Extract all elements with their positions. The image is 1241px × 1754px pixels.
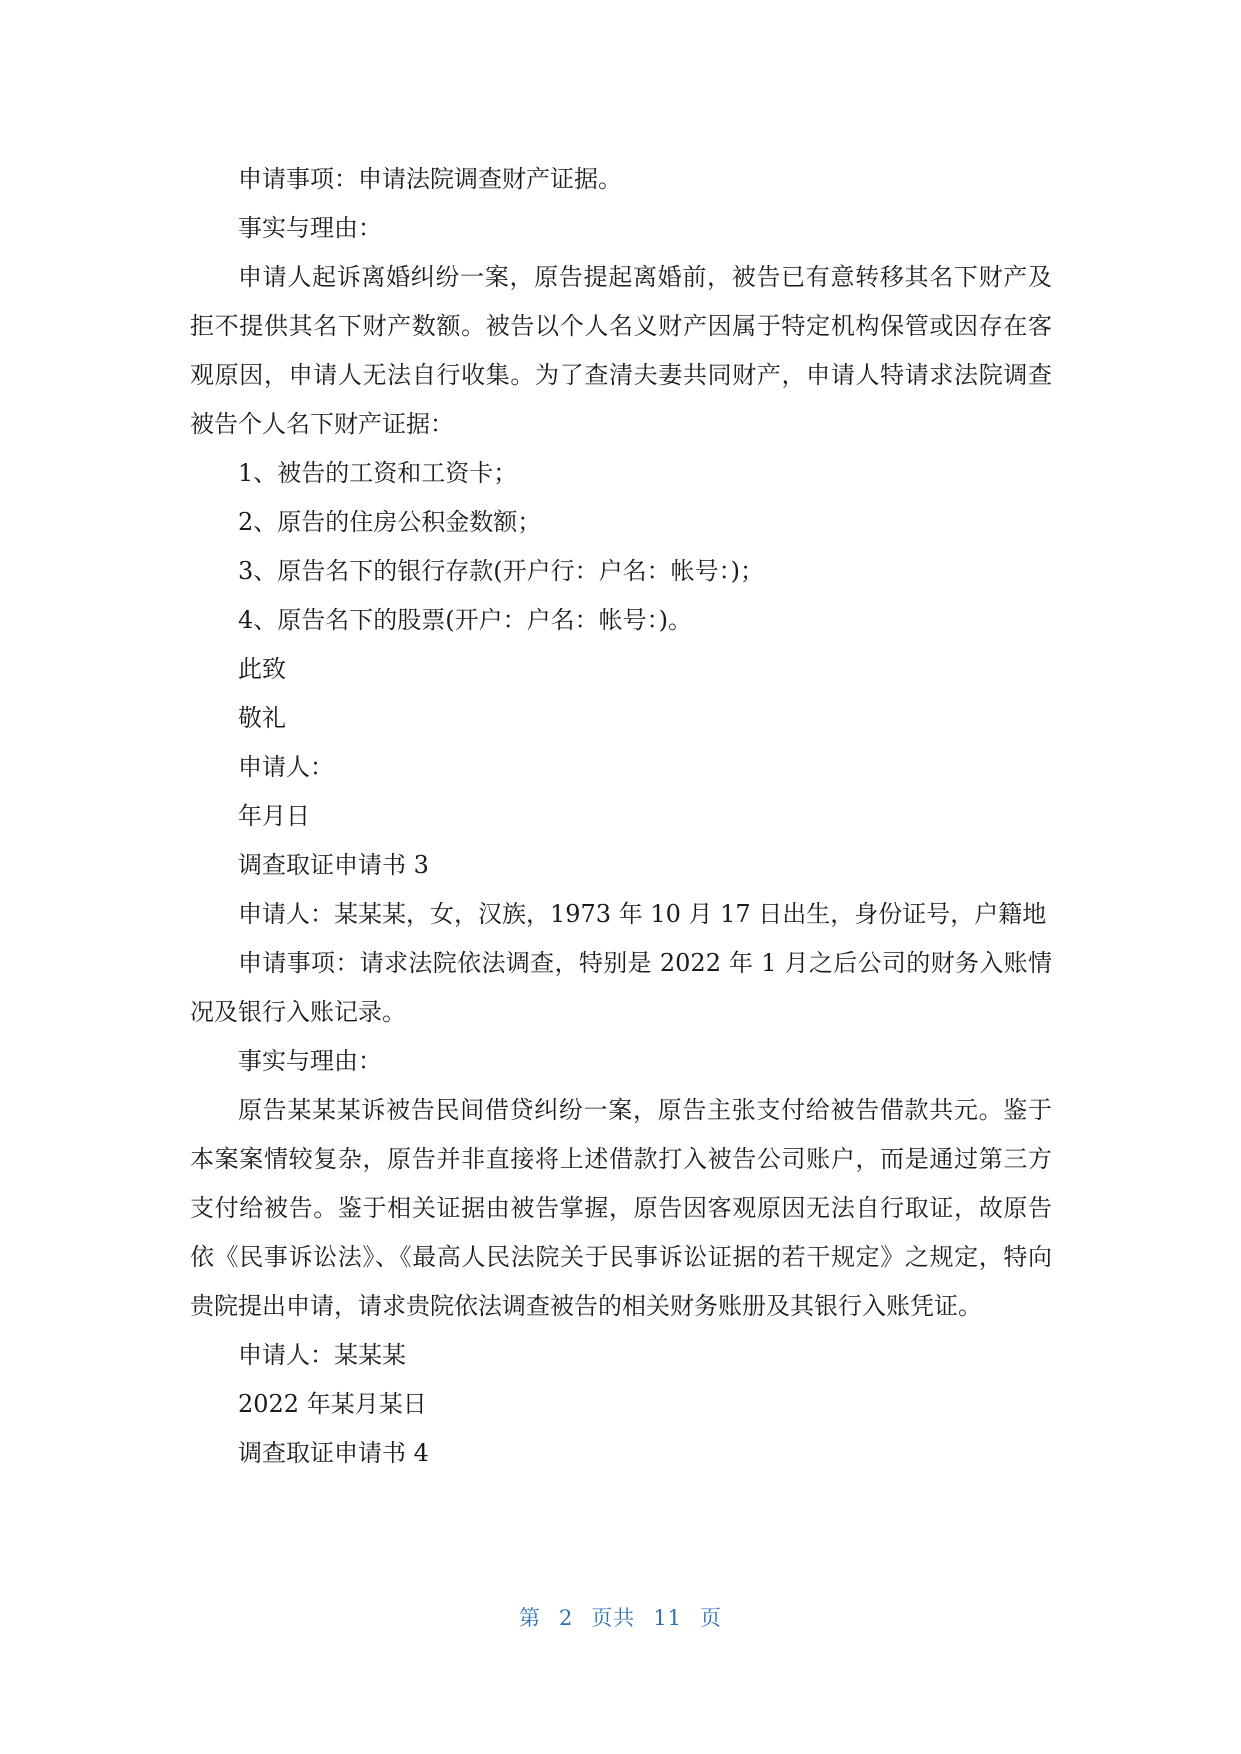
- footer-current-page: 2: [558, 1606, 574, 1630]
- footer-ye: 页: [700, 1606, 723, 1630]
- applicant-signature-2: 申请人：某某某: [238, 1341, 406, 1369]
- section-title-4: 调查取证申请书 4: [238, 1439, 429, 1467]
- paragraph-application-matter-2: 申请事项：请求法院依法调查，特别是 2022 年 1 月之后公司的财务入账情况及银行入账记录。: [190, 949, 1052, 1026]
- paragraph-facts-body: 申请人起诉离婚纠纷一案，原告提起离婚前，被告已有意转移其名下财产及拒不提供其名下财产数额。被告以个人名义财产因属于特定机构保管或因存在客观原因，申请人无法自行收集。为了查清夫妻共同财产，申请人特请求法院调查被告个人名下财产证据：: [190, 263, 1052, 438]
- document-body: [190, 155, 1052, 1478]
- list-item-wage: 1、被告的工资和工资卡；: [238, 459, 518, 487]
- signature-date: 年月日: [238, 802, 310, 830]
- footer-ye-gong: 页共: [591, 1606, 636, 1630]
- list-item-housing-fund: 2、原告的住房公积金数额；: [238, 508, 542, 536]
- paragraph-facts-body-2: 原告某某某诉被告民间借贷纠纷一案，原告主张支付给被告借款共元。鉴于本案案情较复杂，原告并非直接将上述借款打入被告公司账户，而是通过第三方支付给被告。鉴于相关证据由被告掌握，原告因客观原因无法自行取证，故原告依《民事诉讼法》、《最高人民法院关于民事诉讼证据的若干规定》之规定，特向贵院提出申请，请求贵院依法调查被告的相关财务账册及其银行入账凭证。: [190, 1096, 1052, 1320]
- closing-jing-li: 敬礼: [238, 704, 286, 732]
- applicant-signature: 申请人：: [238, 753, 334, 781]
- paragraph-facts-heading: 事实与理由：: [238, 214, 382, 242]
- list-item-stocks: 4、原告名下的股票(开户：户名：帐号：)。: [238, 606, 692, 634]
- list-item-bank-deposit: 3、原告名下的银行存款(开户行：户名：帐号：)；: [238, 557, 764, 585]
- closing-ci-zhi: 此致: [238, 655, 286, 683]
- page-footer: [0, 1602, 1241, 1632]
- paragraph-application-matter: 申请事项：申请法院调查财产证据。: [238, 165, 622, 193]
- signature-date-2: 2022 年某月某日: [238, 1390, 427, 1418]
- applicant-info: 申请人：某某某，女，汉族，1973 年 10 月 17 日出生，身份证号，户籍地: [238, 900, 1047, 928]
- footer-total-pages: 11: [653, 1606, 683, 1630]
- section-title-3: 调查取证申请书 3: [238, 851, 429, 879]
- paragraph-facts-heading-2: 事实与理由：: [238, 1047, 382, 1075]
- footer-di: 第: [518, 1606, 541, 1630]
